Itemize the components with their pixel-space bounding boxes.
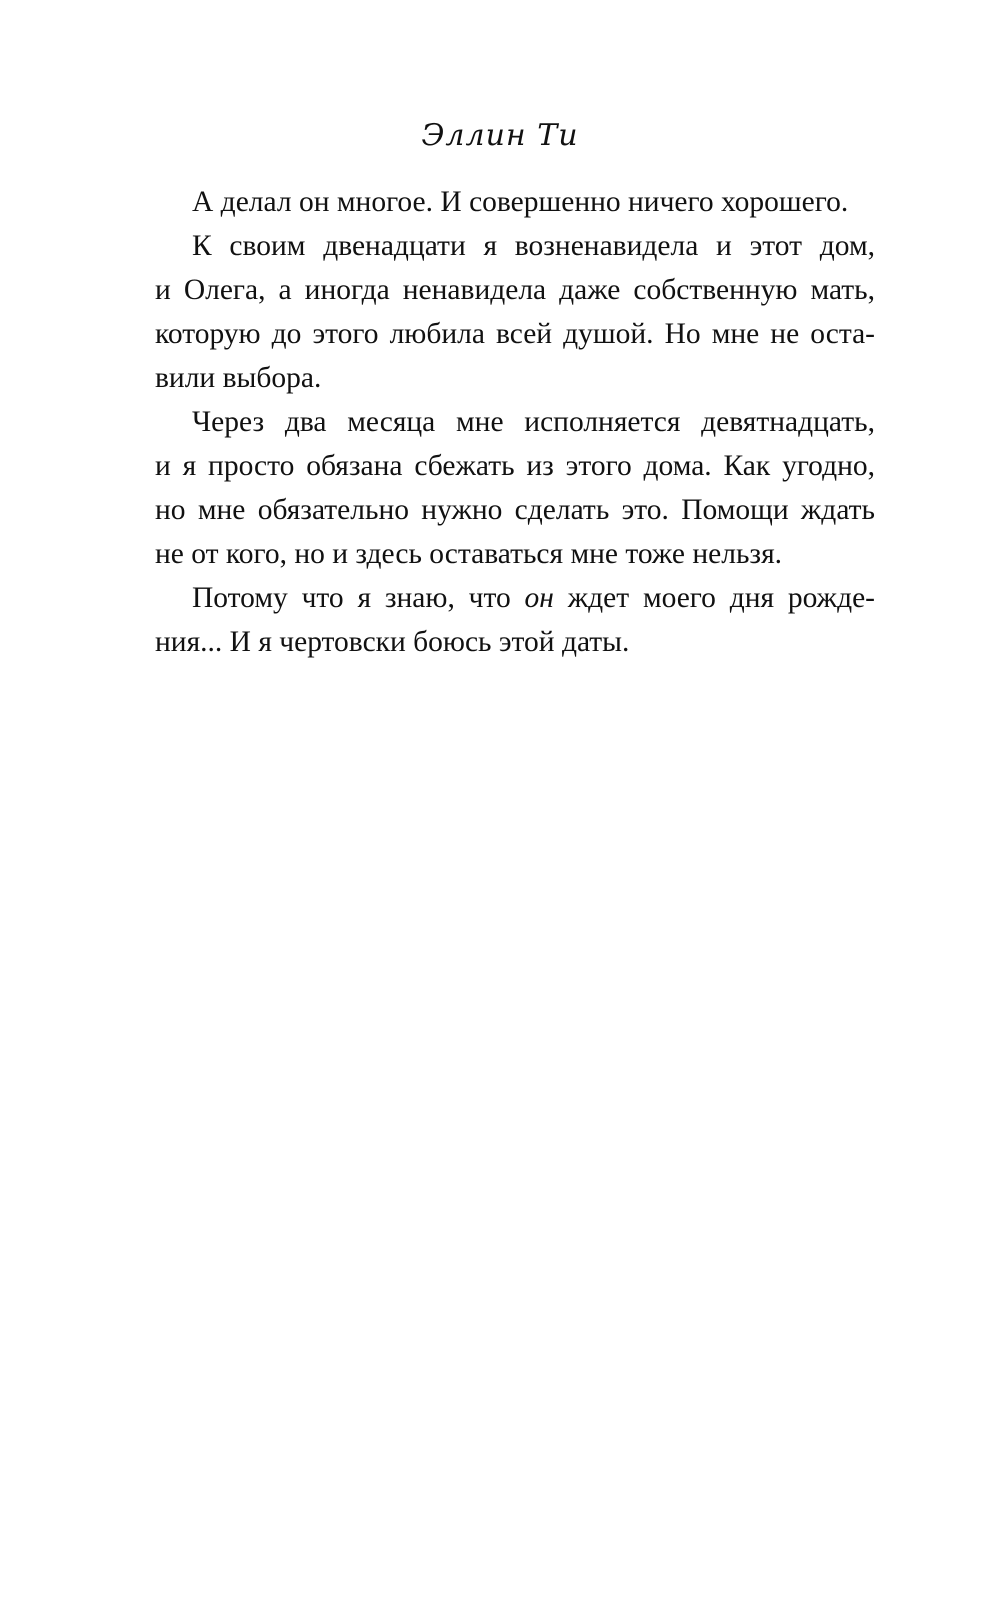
text-line: ния... И я чертовски боюсь этой даты. <box>155 626 630 658</box>
running-header-author: Эллин Ти <box>421 118 579 153</box>
paragraph-1 <box>155 180 875 224</box>
text-line: А делал он многое. И совершенно ничего хорошего. <box>192 186 849 218</box>
text-line: К своим двенадцати я возненавидела и этот дом, <box>192 230 875 262</box>
text-line <box>155 576 875 620</box>
paragraph-4 <box>155 576 875 664</box>
text-segment: Потому что я знаю, что <box>192 582 525 614</box>
text-line: не от кого, но и здесь оставаться мне тоже нельзя. <box>155 538 783 570</box>
text-line: Через два месяца мне исполняется девятнадцать, <box>192 406 875 438</box>
italic-emphasis: он <box>524 582 554 614</box>
text-line: но мне обязательно нужно сделать это. Помощи ждать <box>155 494 875 526</box>
paragraph-2 <box>155 224 875 400</box>
text-line: и Олега, а иногда ненавидела даже собственную мать, <box>155 274 875 306</box>
body-text <box>155 180 875 664</box>
text-line: и я просто обязана сбежать из этого дома. Как угодно, <box>155 450 875 482</box>
text-segment: ждет моего дня рожде- <box>553 582 875 614</box>
paragraph-3 <box>155 400 875 576</box>
text-line: которую до этого любила всей душой. Но мне не оста- <box>155 318 875 350</box>
text-line: вили выбора. <box>155 362 322 394</box>
